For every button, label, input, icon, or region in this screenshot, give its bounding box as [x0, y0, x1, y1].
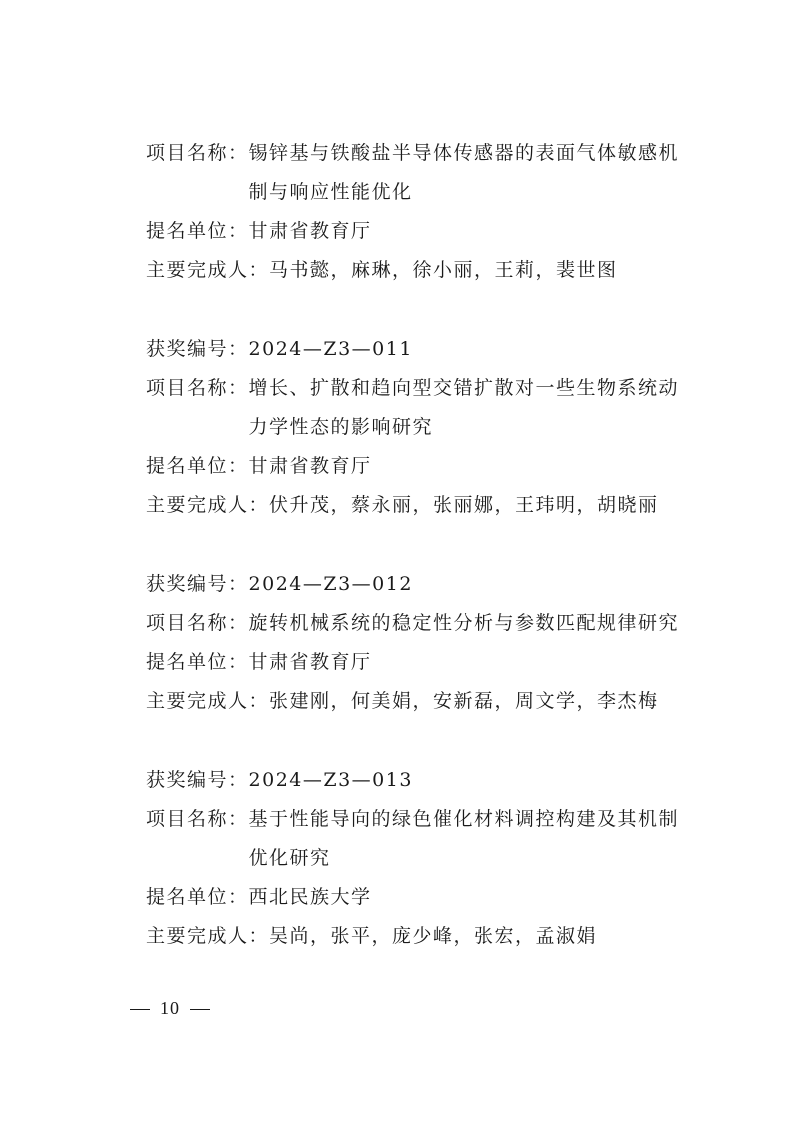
award-number-value: 2024—Z3—012 — [248, 573, 413, 595]
award-number-value: 2024—Z3—013 — [248, 769, 413, 791]
award-number-label: 获奖编号： — [146, 769, 249, 791]
project-name-value: 基于性能导向的绿色催化材料调控构建及其机制优化研究 — [248, 808, 680, 869]
members-field — [146, 682, 706, 721]
award-number-value: 2024—Z3—011 — [248, 338, 413, 360]
page-footer — [120, 998, 220, 1019]
project-name-label: 项目名称： — [146, 612, 249, 634]
members-label: 主要完成人： — [146, 259, 270, 281]
project-name-value: 旋转机械系统的稳定性分析与参数匹配规律研究 — [248, 612, 680, 634]
award-number-label: 获奖编号： — [146, 573, 249, 595]
nominator-label: 提名单位： — [146, 886, 249, 908]
award-number-field — [146, 565, 706, 604]
members-field — [146, 486, 706, 525]
members-label: 主要完成人： — [146, 690, 270, 712]
nominator-value: 甘肃省教育厅 — [248, 220, 372, 242]
project-name-field — [146, 604, 706, 643]
page-number: 10 — [160, 998, 180, 1018]
footer-dash-left — [130, 1009, 150, 1010]
members-value: 伏升茂，蔡永丽，张丽娜，王玮明，胡晓丽 — [269, 494, 659, 516]
nominator-field — [146, 643, 706, 682]
nominator-label: 提名单位： — [146, 220, 249, 242]
nominator-value: 甘肃省教育厅 — [248, 455, 372, 477]
award-entry — [146, 330, 706, 525]
nominator-value: 甘肃省教育厅 — [248, 651, 372, 673]
award-number-field — [146, 761, 706, 800]
nominator-field — [146, 878, 706, 917]
nominator-field — [146, 212, 706, 251]
nominator-value: 西北民族大学 — [248, 886, 372, 908]
footer-dash-right — [190, 1009, 210, 1010]
members-field — [146, 917, 706, 956]
members-value: 吴尚，张平，庞少峰，张宏，孟淑娟 — [269, 925, 598, 947]
project-name-value: 锡锌基与铁酸盐半导体传感器的表面气体敏感机制与响应性能优化 — [248, 142, 680, 203]
members-label: 主要完成人： — [146, 925, 270, 947]
award-entry — [146, 134, 706, 290]
members-label: 主要完成人： — [146, 494, 270, 516]
nominator-label: 提名单位： — [146, 651, 249, 673]
award-entry — [146, 565, 706, 721]
project-name-label: 项目名称： — [146, 377, 249, 399]
members-value: 马书懿，麻琳，徐小丽，王莉，裴世图 — [269, 259, 618, 281]
award-entry — [146, 761, 706, 956]
nominator-label: 提名单位： — [146, 455, 249, 477]
project-name-field — [146, 800, 706, 878]
project-name-value: 增长、扩散和趋向型交错扩散对一些生物系统动力学性态的影响研究 — [248, 377, 680, 438]
award-entries — [146, 134, 706, 996]
award-number-field — [146, 330, 706, 369]
members-field — [146, 251, 706, 290]
nominator-field — [146, 447, 706, 486]
project-name-field — [146, 369, 706, 447]
award-number-label: 获奖编号： — [146, 338, 249, 360]
project-name-label: 项目名称： — [146, 142, 249, 164]
members-value: 张建刚，何美娟，安新磊，周文学，李杰梅 — [269, 690, 659, 712]
project-name-label: 项目名称： — [146, 808, 249, 830]
project-name-field — [146, 134, 706, 212]
